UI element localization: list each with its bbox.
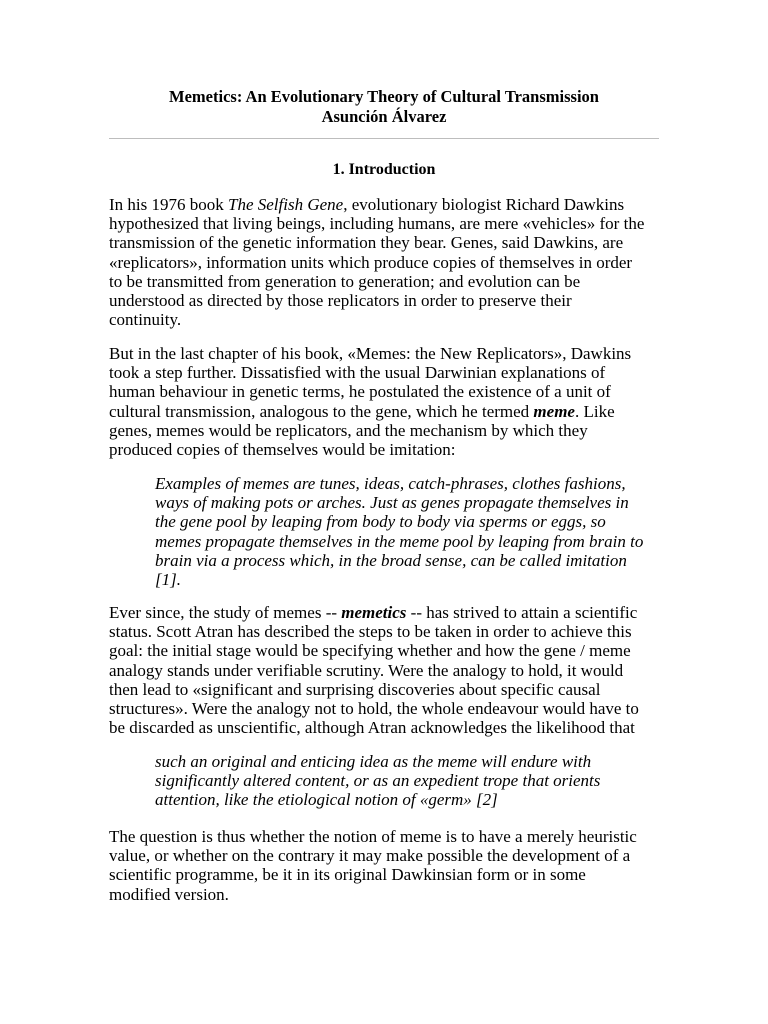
text-line: Examples of memes are tunes, ideas, catch-phrases, clothes fashions,	[155, 474, 626, 493]
text-line: continuity.	[109, 310, 182, 330]
text-line: goal: the initial stage would be specifying whether and how the gene / meme	[109, 641, 631, 661]
paragraph-2	[109, 344, 669, 459]
text-line: In his 1976 book The Selfish Gene, evolutionary biologist Richard Dawkins	[109, 195, 625, 214]
text-line: «replicators», information units which produce copies of themselves in order	[109, 252, 633, 272]
paragraph-3	[109, 603, 669, 737]
text-line: scientific programme, be it in its original Dawkinsian form or in some	[109, 865, 586, 885]
text-line: structures». Were the analogy not to hold, the whole endeavour would have to	[109, 699, 639, 719]
section-heading: 1. Introduction	[332, 161, 436, 178]
text-line: took a step further. Dissatisfied with the usual Darwinian explanations of	[109, 363, 606, 383]
header-divider	[109, 138, 659, 139]
term-meme: meme	[533, 401, 575, 421]
text-line: status. Scott Atran has described the steps to be taken in order to achieve this	[109, 622, 632, 642]
text-line: significantly altered content, or as an expedient trope that orients	[155, 771, 601, 791]
text-line: then lead to «significant and surprising discoveries about specific causal	[109, 679, 601, 699]
text-line: produced copies of themselves would be imitation:	[109, 440, 456, 460]
paragraph-4	[109, 827, 669, 904]
block-quote-1	[155, 474, 670, 589]
text-line: to be transmitted from generation to generation; and evolution can be	[109, 271, 581, 291]
text-line: [1].	[155, 570, 181, 590]
text-line: genes, memes would be replicators, and the mechanism by which they	[109, 420, 588, 440]
text-line: Ever since, the study of memes -- memetics -- has strived to attain a scientific	[109, 603, 638, 622]
term-memetics: memetics	[341, 603, 407, 622]
text-line: attention, like the etiological notion of «germ» [2]	[155, 790, 498, 810]
text-line: The question is thus whether the notion of meme is to have a merely heuristic	[109, 827, 637, 846]
text-line: ways of making pots or arches. Just as genes propagate themselves in	[155, 493, 629, 513]
text-line: the gene pool by leaping from body to body via sperms or eggs, so	[155, 512, 606, 532]
text-line: But in the last chapter of his book, «Memes: the New Replicators», Dawkins	[109, 344, 632, 363]
paragraph-1	[109, 195, 669, 329]
text-line: modified version.	[109, 884, 229, 904]
paper-header	[0, 87, 768, 127]
text-line: memes propagate themselves in the meme pool by leaping from brain to	[155, 531, 644, 551]
paper-title: Memetics: An Evolutionary Theory of Cultural Transmission	[169, 87, 599, 106]
text-line: such an original and enticing idea as the meme will endure with	[155, 752, 592, 771]
paper-author: Asunción Álvarez	[321, 107, 447, 126]
block-quote-2	[155, 752, 670, 810]
text-line: analogy stands under verifiable scrutiny. Were the analogy to hold, it would	[109, 660, 624, 680]
text-line: value, or whether on the contrary it may make possible the development of a	[109, 846, 631, 866]
text-line: understood as directed by those replicators in order to preserve their	[109, 291, 572, 311]
text-line: human behaviour in genetic terms, he postulated the existence of a unit of	[109, 382, 611, 402]
text-line: hypothesized that living beings, including humans, are mere «vehicles» for the	[109, 214, 645, 234]
book-title: The Selfish Gene	[228, 195, 344, 214]
text-line: brain via a process which, in the broad sense, can be called imitation	[155, 550, 627, 570]
text-line: transmission of the genetic information they bear. Genes, said Dawkins, are	[109, 233, 624, 253]
text-line: cultural transmission, analogous to the gene, which he termed meme. Like	[109, 401, 615, 421]
text-line: be discarded as unscientific, although Atran acknowledges the likelihood that	[109, 718, 635, 738]
